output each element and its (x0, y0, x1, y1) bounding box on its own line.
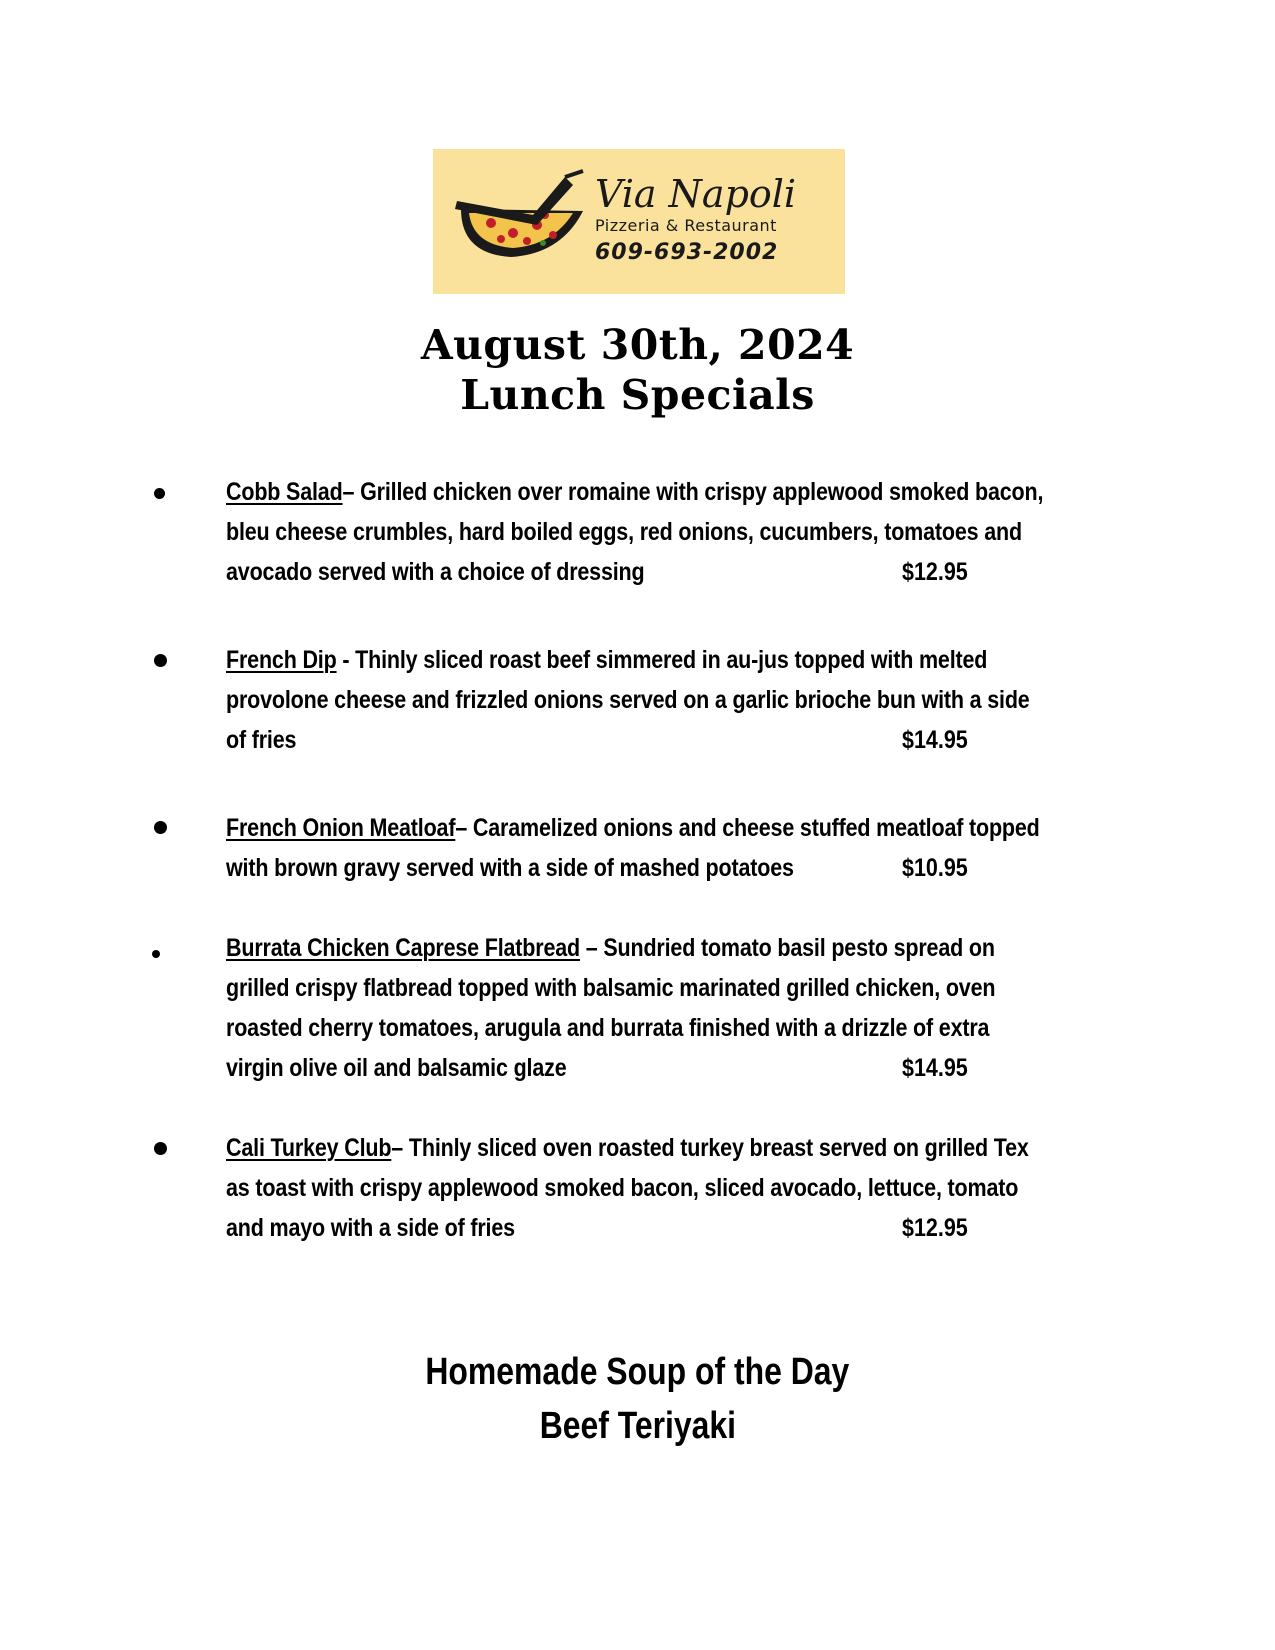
soup-of-the-day (0, 1345, 1275, 1453)
bullet-icon (152, 950, 160, 958)
item-desc-line: and mayo with a side of fries (226, 1214, 515, 1242)
item-desc-line: - Thinly sliced roast beef simmered in au-jus topped with melted (336, 646, 988, 674)
soup-name: Beef Teriyaki (539, 1405, 736, 1447)
item-desc-line: as toast with crispy applewood smoked bacon, sliced avocado, lettuce, tomato (226, 1174, 1019, 1202)
title-date: August 30th, 2024 (420, 321, 855, 369)
menu-item-french-dip (226, 640, 1030, 760)
item-name: Cobb Salad (226, 478, 343, 506)
item-desc-line: of fries (226, 726, 297, 754)
bullet-icon (154, 821, 167, 834)
item-desc-line: grilled crispy flatbread topped with balsamic marinated grilled chicken, oven (226, 974, 996, 1002)
menu-item-cali-turkey-club (226, 1128, 1029, 1248)
item-desc-line: provolone cheese and frizzled onions served on a garlic brioche bun with a side (226, 686, 1030, 714)
logo-phone: 609-693-2002 (595, 240, 779, 265)
page-title (0, 320, 1275, 420)
logo-tagline: Pizzeria & Restaurant (595, 216, 777, 235)
item-desc-line: virgin olive oil and balsamic glaze (226, 1054, 567, 1082)
soup-heading: Homemade Soup of the Day (425, 1351, 850, 1393)
bullet-icon (154, 1142, 167, 1155)
restaurant-logo (433, 149, 845, 294)
item-price: $12.95 (902, 558, 968, 586)
item-desc-line: roasted cherry tomatoes, arugula and burrata finished with a drizzle of extra (226, 1014, 990, 1042)
item-price: $10.95 (902, 854, 968, 882)
item-desc-line: – Grilled chicken over romaine with crispy applewood smoked bacon, (342, 478, 1044, 506)
logo-name: Via Napoli (595, 172, 797, 216)
bullet-icon (154, 654, 167, 667)
item-name: Burrata Chicken Caprese Flatbread (226, 934, 580, 962)
menu-item-french-onion-meatloaf (226, 808, 1040, 888)
item-price: $14.95 (902, 1054, 968, 1082)
item-desc-line: with brown gravy served with a side of mashed potatoes (226, 854, 794, 882)
item-name: French Dip (226, 646, 337, 674)
title-heading: Lunch Specials (460, 371, 815, 419)
item-price: $14.95 (902, 726, 968, 754)
menu-item-burrata-flatbread (226, 928, 1000, 1088)
bullet-icon (154, 488, 165, 499)
item-desc-line: avocado served with a choice of dressing (226, 558, 645, 586)
item-name: Cali Turkey Club (226, 1134, 392, 1162)
item-desc-line: – Sundried tomato basil pesto spread on (579, 934, 995, 962)
menu-item-cobb-salad (226, 472, 1044, 592)
item-name: French Onion Meatloaf (226, 814, 456, 842)
item-desc-line: – Caramelized onions and cheese stuffed meatloaf topped (455, 814, 1040, 842)
item-price: $12.95 (902, 1214, 968, 1242)
item-desc-line: bleu cheese crumbles, hard boiled eggs, red onions, cucumbers, tomatoes and (226, 518, 1022, 546)
item-desc-line: – Thinly sliced oven roasted turkey breast served on grilled Tex (391, 1134, 1029, 1162)
